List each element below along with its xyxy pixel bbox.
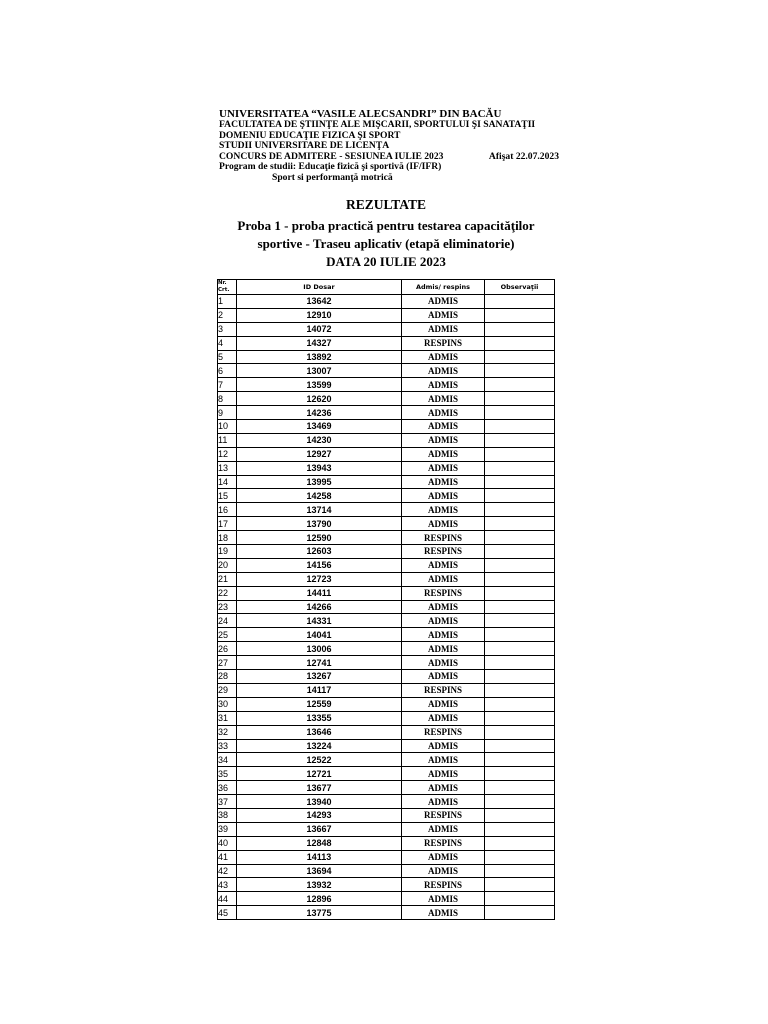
admission-status: ADMIS [402,864,485,878]
dossier-id: 14411 [237,586,402,600]
table-row [218,336,555,350]
table-row [218,503,555,517]
dossier-id: 13355 [237,711,402,725]
observations-cell [485,350,555,364]
admission-status: RESPINS [402,878,485,892]
table-row [218,420,555,434]
observations-cell [485,795,555,809]
results-table [217,279,555,920]
dossier-id: 12910 [237,308,402,322]
observations-cell [485,558,555,572]
admission-status: ADMIS [402,364,485,378]
table-row [218,850,555,864]
observations-cell [485,697,555,711]
row-number: 27 [218,656,237,670]
observations-cell [485,308,555,322]
row-number: 2 [218,308,237,322]
admission-status: RESPINS [402,725,485,739]
admission-status: ADMIS [402,447,485,461]
observations-cell [485,781,555,795]
contest-session: CONCURS DE ADMITERE - SESIUNEA IULIE 2023 [219,150,444,162]
observations-cell [485,475,555,489]
observations-cell [485,503,555,517]
table-row [218,670,555,684]
table-row [218,475,555,489]
table-row [218,350,555,364]
admission-status: ADMIS [402,600,485,614]
admission-status: ADMIS [402,767,485,781]
row-number: 9 [218,406,237,420]
dossier-id: 13940 [237,795,402,809]
table-row [218,767,555,781]
row-number: 12 [218,447,237,461]
table-row [218,711,555,725]
observations-cell [485,711,555,725]
posted-date: Afişat 22.07.2023 [488,150,559,162]
observations-cell [485,600,555,614]
row-number: 21 [218,572,237,586]
admission-status: RESPINS [402,683,485,697]
dossier-id: 13006 [237,642,402,656]
dossier-id: 13943 [237,461,402,475]
admission-status: ADMIS [402,392,485,406]
table-row [218,628,555,642]
university-name: UNIVERSITATEA “VASILE ALECSANDRI” DIN BACĂU [219,108,502,120]
admission-status: ADMIS [402,322,485,336]
admission-status: ADMIS [402,906,485,920]
observations-cell [485,683,555,697]
table-row [218,878,555,892]
table-row [218,600,555,614]
dossier-id: 14293 [237,808,402,822]
admission-status: ADMIS [402,697,485,711]
table-row [218,725,555,739]
observations-cell [485,364,555,378]
observations-cell [485,433,555,447]
dossier-id: 13599 [237,378,402,392]
row-number: 40 [218,836,237,850]
table-row [218,892,555,906]
admission-status: RESPINS [402,808,485,822]
dossier-id: 12522 [237,753,402,767]
dossier-id: 13667 [237,822,402,836]
table-row [218,656,555,670]
table-row [218,836,555,850]
header-id: ID Dosar [237,280,402,295]
table-row [218,489,555,503]
observations-cell [485,572,555,586]
admission-status: ADMIS [402,711,485,725]
table-row [218,572,555,586]
observations-cell [485,767,555,781]
row-number: 5 [218,350,237,364]
admission-status: ADMIS [402,822,485,836]
admission-status: ADMIS [402,753,485,767]
observations-cell [485,295,555,309]
admission-status: RESPINS [402,545,485,559]
admission-status: ADMIS [402,642,485,656]
observations-cell [485,406,555,420]
row-number: 35 [218,767,237,781]
row-number: 37 [218,795,237,809]
row-number: 13 [218,461,237,475]
admission-status: ADMIS [402,475,485,489]
dossier-id: 13677 [237,781,402,795]
admission-status: ADMIS [402,461,485,475]
observations-cell [485,420,555,434]
admission-status: ADMIS [402,670,485,684]
dossier-id: 12590 [237,531,402,545]
row-number: 26 [218,642,237,656]
dossier-id: 12620 [237,392,402,406]
dossier-id: 14230 [237,433,402,447]
dossier-id: 14331 [237,614,402,628]
table-row [218,614,555,628]
row-number: 15 [218,489,237,503]
admission-status: ADMIS [402,656,485,670]
row-number: 14 [218,475,237,489]
admission-status: RESPINS [402,531,485,545]
row-number: 3 [218,322,237,336]
table-row [218,683,555,697]
observations-cell [485,753,555,767]
dossier-id: 14156 [237,558,402,572]
table-row [218,406,555,420]
admission-status: RESPINS [402,586,485,600]
row-number: 16 [218,503,237,517]
dossier-id: 13775 [237,906,402,920]
row-number: 33 [218,739,237,753]
table-row [218,364,555,378]
table-row [218,808,555,822]
admission-status: ADMIS [402,503,485,517]
observations-cell [485,517,555,531]
admission-status: ADMIS [402,614,485,628]
table-header-row [218,280,555,295]
table-body [218,295,555,920]
dossier-id: 12896 [237,892,402,906]
row-number: 42 [218,864,237,878]
dossier-id: 12927 [237,447,402,461]
table-row [218,697,555,711]
admission-status: ADMIS [402,433,485,447]
table-row [218,558,555,572]
observations-cell [485,864,555,878]
table-row [218,864,555,878]
admission-status: ADMIS [402,558,485,572]
dossier-id: 13932 [237,878,402,892]
test-description [200,217,572,271]
admission-status: ADMIS [402,628,485,642]
dossier-id: 12721 [237,767,402,781]
observations-cell [485,545,555,559]
observations-cell [485,836,555,850]
row-number: 18 [218,531,237,545]
admission-status: ADMIS [402,308,485,322]
dossier-id: 14113 [237,850,402,864]
row-number: 41 [218,850,237,864]
dossier-id: 12741 [237,656,402,670]
observations-cell [485,489,555,503]
admission-status: RESPINS [402,836,485,850]
observations-cell [485,531,555,545]
table-row [218,308,555,322]
dossier-id: 13892 [237,350,402,364]
dossier-id: 14258 [237,489,402,503]
row-number: 32 [218,725,237,739]
row-number: 43 [218,878,237,892]
row-number: 34 [218,753,237,767]
admission-status: ADMIS [402,572,485,586]
row-number: 23 [218,600,237,614]
table-row [218,781,555,795]
results-heading: REZULTATE [345,197,427,212]
dossier-id: 14266 [237,600,402,614]
dossier-id: 13642 [237,295,402,309]
dossier-id: 13007 [237,364,402,378]
observations-cell [485,322,555,336]
row-number: 8 [218,392,237,406]
row-number: 45 [218,906,237,920]
row-number: 6 [218,364,237,378]
dossier-id: 13995 [237,475,402,489]
table-row [218,642,555,656]
table-row [218,545,555,559]
dossier-id: 13469 [237,420,402,434]
header-status: Admis/ respins [402,280,485,295]
dossier-id: 12723 [237,572,402,586]
study-level: STUDII UNIVERSITARE DE LICENŢA [219,140,390,152]
observations-cell [485,628,555,642]
row-number: 30 [218,697,237,711]
admission-status: ADMIS [402,378,485,392]
observations-cell [485,670,555,684]
admission-status: ADMIS [402,350,485,364]
observations-cell [485,392,555,406]
faculty-name: FACULTATEA DE ŞTIINŢE ALE MIŞCARII, SPORTULUI ŞI SANATAŢII [219,119,536,130]
domain-name: DOMENIU EDUCAŢIE FIZICA ŞI SPORT [219,129,401,141]
header-observations: Observaţii [485,280,555,295]
row-number: 17 [218,517,237,531]
row-number: 24 [218,614,237,628]
observations-cell [485,850,555,864]
dossier-id: 13224 [237,739,402,753]
table-row [218,295,555,309]
observations-cell [485,447,555,461]
row-number: 20 [218,558,237,572]
observations-cell [485,822,555,836]
admission-status: ADMIS [402,892,485,906]
header-nr: Nr. Crt. [218,280,237,295]
table-row [218,378,555,392]
row-number: 1 [218,295,237,309]
observations-cell [485,878,555,892]
observations-cell [485,906,555,920]
table-row [218,906,555,920]
table-row [218,739,555,753]
row-number: 29 [218,683,237,697]
observations-cell [485,892,555,906]
row-number: 39 [218,822,237,836]
document-header [219,108,559,184]
row-number: 11 [218,433,237,447]
row-number: 7 [218,378,237,392]
table-row [218,433,555,447]
admission-status: ADMIS [402,850,485,864]
dossier-id: 12848 [237,836,402,850]
dossier-id: 13714 [237,503,402,517]
dossier-id: 12603 [237,545,402,559]
admission-status: ADMIS [402,420,485,434]
test-date: DATA 20 IULIE 2023 [326,254,446,269]
row-number: 10 [218,420,237,434]
observations-cell [485,461,555,475]
observations-cell [485,725,555,739]
admission-status: ADMIS [402,739,485,753]
row-number: 19 [218,545,237,559]
test-description-line2: sportive - Traseu aplicativ (etapă eliminatorie) [257,236,515,251]
observations-cell [485,808,555,822]
table-row [218,531,555,545]
admission-status: ADMIS [402,295,485,309]
table-row [218,753,555,767]
observations-cell [485,378,555,392]
observations-cell [485,656,555,670]
table-row [218,322,555,336]
table-row [218,795,555,809]
table-row [218,447,555,461]
dossier-id: 12559 [237,697,402,711]
row-number: 28 [218,670,237,684]
admission-status: ADMIS [402,489,485,503]
table-row [218,517,555,531]
dossier-id: 14327 [237,336,402,350]
row-number: 25 [218,628,237,642]
row-number: 36 [218,781,237,795]
observations-cell [485,614,555,628]
study-program: Program de studii: Educaţie fizică şi sportivă (IF/IFR) [219,161,442,173]
row-number: 44 [218,892,237,906]
dossier-id: 14236 [237,406,402,420]
dossier-id: 14041 [237,628,402,642]
table-row [218,392,555,406]
table-row [218,586,555,600]
admission-status: ADMIS [402,781,485,795]
row-number: 22 [218,586,237,600]
admission-status: RESPINS [402,336,485,350]
dossier-id: 14072 [237,322,402,336]
row-number: 4 [218,336,237,350]
admission-status: ADMIS [402,517,485,531]
admission-status: ADMIS [402,406,485,420]
admission-status: ADMIS [402,795,485,809]
row-number: 31 [218,711,237,725]
study-program-secondary: Sport si performanţă motrică [272,171,393,183]
table-row [218,822,555,836]
observations-cell [485,586,555,600]
dossier-id: 13694 [237,864,402,878]
dossier-id: 13646 [237,725,402,739]
dossier-id: 13267 [237,670,402,684]
observations-cell [485,336,555,350]
dossier-id: 14117 [237,683,402,697]
table-row [218,461,555,475]
observations-cell [485,642,555,656]
results-titles [200,197,572,271]
dossier-id: 13790 [237,517,402,531]
row-number: 38 [218,808,237,822]
observations-cell [485,739,555,753]
test-description-line1: Proba 1 - proba practică pentru testarea capacităţilor [237,218,535,233]
